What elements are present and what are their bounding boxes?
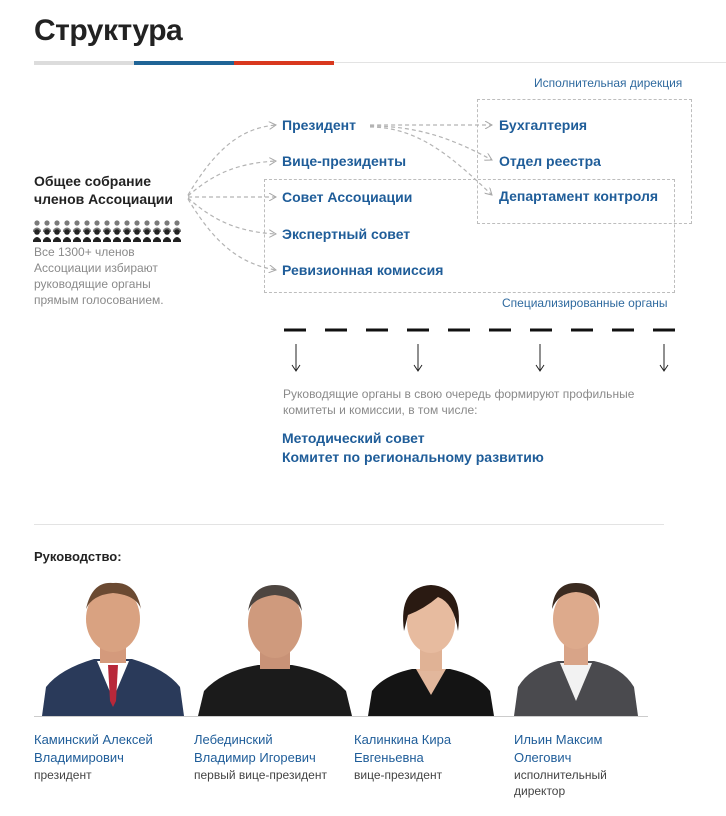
- assembly-description: Все 1300+ членов Ассоциации избирают руководящие органы прямым голосованием.: [34, 245, 164, 307]
- committee-methodical-council[interactable]: Методический совет: [282, 430, 425, 446]
- directorate-registry[interactable]: Отдел реестра: [499, 153, 601, 169]
- directorate-control-department[interactable]: Департамент контроля: [499, 188, 659, 204]
- leader-name-line2[interactable]: Олегович: [514, 750, 572, 765]
- down-arrows: [292, 344, 668, 371]
- leader-name-line1[interactable]: Каминский Алексей: [34, 732, 153, 747]
- leader-name-line1[interactable]: Ильин Максим: [514, 732, 603, 747]
- directorate-label: Исполнительная дирекция: [534, 76, 683, 90]
- leader-photo-kaminsky[interactable]: [42, 579, 184, 716]
- leader-name-line2[interactable]: Владимир Игоревич: [194, 750, 316, 765]
- directorate-accounting[interactable]: Бухгалтерия: [499, 117, 588, 133]
- specialized-label: Специализированные органы: [502, 296, 668, 310]
- assembly-title-line1: Общее собрание: [34, 173, 151, 189]
- leader-role: президент: [34, 768, 92, 782]
- leader-photo-lebedinsky[interactable]: [198, 579, 352, 716]
- people-crowd-icon: [33, 220, 183, 242]
- photos-baseline: [34, 716, 648, 717]
- leader-card-lebedinsky: [194, 731, 344, 783]
- committee-regional-development[interactable]: Комитет по региональному развитию: [282, 449, 544, 465]
- leader-name-line2[interactable]: Евгеньевна: [354, 750, 424, 765]
- leader-name-line1[interactable]: Лебединский: [194, 732, 273, 747]
- body-president[interactable]: Президент: [282, 117, 356, 133]
- leader-name-line1[interactable]: Калинкина Кира: [354, 732, 452, 747]
- section-divider: [34, 524, 664, 525]
- assembly-title: [34, 172, 173, 208]
- body-vice-presidents[interactable]: Вице-президенты: [282, 153, 407, 169]
- leader-name-line2[interactable]: Владимирович: [34, 750, 124, 765]
- leader-card-kaminsky: [34, 731, 184, 783]
- leader-role: первый вице-президент: [194, 768, 327, 782]
- leader-photo-ilyin[interactable]: [514, 579, 638, 716]
- leader-role: вице-президент: [354, 768, 443, 782]
- leader-card-ilyin: [514, 731, 634, 799]
- leader-card-kalinkina: [354, 731, 494, 783]
- committees-intro: Руководящие органы в свою очередь формируют профильные комитеты и комиссии, в том числе:: [283, 387, 635, 417]
- body-council[interactable]: Совет Ассоциации: [282, 189, 413, 205]
- assembly-title-line2: членов Ассоциации: [34, 191, 173, 207]
- leadership-title: Руководство:: [34, 549, 122, 564]
- body-audit-commission[interactable]: Ревизионная комиссия: [282, 262, 444, 278]
- body-expert-council[interactable]: Экспертный совет: [282, 226, 411, 242]
- page-title: Структура: [34, 14, 183, 47]
- leader-role: исполнительный директор: [514, 768, 607, 798]
- leader-photo-kalinkina[interactable]: [368, 579, 494, 716]
